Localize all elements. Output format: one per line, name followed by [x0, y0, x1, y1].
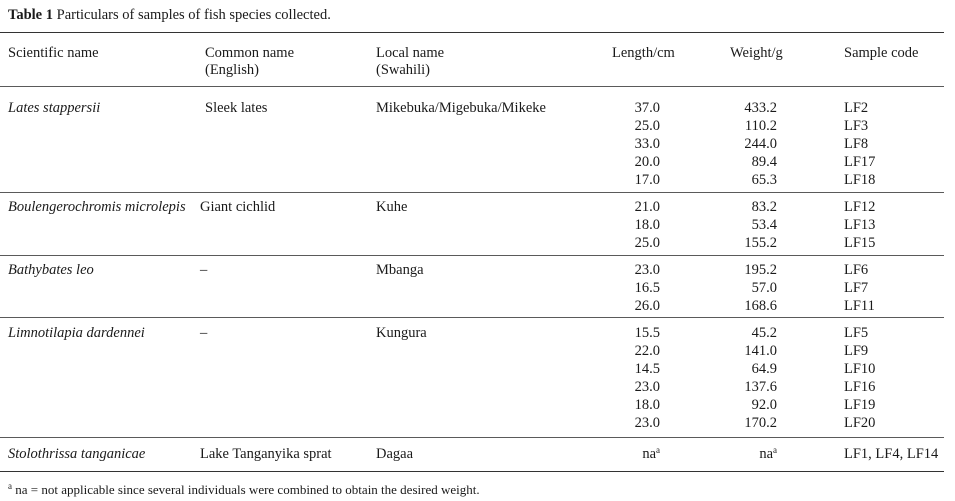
local-name: Dagaa	[376, 446, 414, 462]
length-value: 14.5	[634, 361, 660, 377]
weight-values	[720, 324, 777, 432]
top-rule	[0, 32, 944, 33]
weight-value: 45.2	[751, 325, 777, 341]
weight-value: 244.0	[744, 136, 777, 152]
common-name: –	[200, 262, 208, 278]
weight-value: $na^a$	[759, 445, 777, 462]
caption-text: Particulars of samples of fish species collected.	[56, 7, 331, 23]
length-values	[612, 198, 660, 252]
sample-codes	[844, 99, 875, 189]
header-rule	[0, 86, 944, 87]
sample-code: LF6	[844, 262, 869, 278]
table-footnote	[8, 482, 480, 498]
footnote-marker: a	[773, 445, 777, 455]
sample-code: LF20	[844, 415, 876, 431]
common-name: Sleek lates	[205, 100, 268, 116]
local-name: Kungura	[376, 325, 427, 341]
sample-code: LF13	[844, 217, 876, 233]
weight-values	[720, 261, 777, 315]
table-caption	[8, 7, 331, 24]
sample-code: LF3	[844, 118, 869, 134]
sample-code: LF9	[844, 343, 869, 359]
weight-value: 155.2	[744, 235, 777, 251]
length-value: 15.5	[634, 325, 660, 341]
header-local-name: Local name (Swahili)	[376, 45, 445, 78]
sample-code: LF11	[844, 298, 875, 314]
footnote-marker: a	[656, 445, 660, 455]
length-value: 17.0	[634, 172, 660, 188]
common-name: Giant cichlid	[200, 199, 276, 215]
local-name: Kuhe	[376, 199, 408, 215]
common-name: –	[200, 325, 208, 341]
group-divider	[0, 317, 944, 318]
length-values	[612, 261, 660, 315]
length-value: 26.0	[634, 298, 660, 314]
group-divider	[0, 437, 944, 438]
sample-codes	[844, 198, 875, 252]
weight-value: 65.3	[751, 172, 777, 188]
length-value: 20.0	[634, 154, 660, 170]
length-value: 33.0	[634, 136, 660, 152]
sample-code: LF2	[844, 100, 869, 116]
length-value: 23.0	[634, 415, 660, 431]
weight-value: 170.2	[744, 415, 777, 431]
common-name: Lake Tanganyika sprat	[200, 446, 332, 462]
scientific-name: Stolothrissa tanganicae	[8, 446, 146, 462]
weight-value: 83.2	[751, 199, 777, 215]
sample-code: LF10	[844, 361, 876, 377]
sample-codes	[844, 324, 875, 432]
weight-values	[720, 198, 777, 252]
scientific-name: Limnotilapia dardennei	[8, 325, 145, 341]
sample-code: LF1, LF4, LF14	[844, 446, 939, 462]
length-values	[612, 324, 660, 432]
bottom-rule	[0, 471, 944, 472]
weight-value: 89.4	[751, 154, 777, 170]
length-value: 18.0	[634, 217, 660, 233]
length-value: $na^a$	[642, 445, 660, 462]
weight-value: 195.2	[744, 262, 777, 278]
weight-value: 141.0	[744, 343, 777, 359]
scientific-name: Bathybates leo	[8, 262, 94, 278]
length-value: 22.0	[634, 343, 660, 359]
header-common-name: Common name (English)	[205, 45, 295, 78]
group-divider	[0, 255, 944, 256]
sample-code: LF8	[844, 136, 869, 152]
table-label: Table 1	[8, 7, 53, 23]
weight-value: 57.0	[751, 280, 777, 296]
weight-value: 168.6	[744, 298, 777, 314]
length-value: 21.0	[634, 199, 660, 215]
footnote-mark: a	[8, 481, 12, 491]
length-values	[612, 99, 660, 189]
length-value: 25.0	[634, 118, 660, 134]
length-value: 18.0	[634, 397, 660, 413]
local-name: Mbanga	[376, 262, 424, 278]
weight-value: 433.2	[744, 100, 777, 116]
scientific-name: Lates stappersii	[8, 100, 101, 116]
length-value: 25.0	[634, 235, 660, 251]
sample-code: LF19	[844, 397, 876, 413]
header-weight: Weight/g	[730, 45, 783, 61]
footnote-text: na = not applicable since several individuals were combined to obtain the desired weight.	[15, 482, 480, 497]
scientific-name: Boulengerochromis microlepis	[8, 199, 186, 215]
sample-code: LF15	[844, 235, 876, 251]
weight-value: 110.2	[744, 118, 777, 134]
length-value: 16.5	[634, 280, 660, 296]
weight-value: 92.0	[751, 397, 777, 413]
weight-value: 64.9	[751, 361, 777, 377]
weight-values	[720, 99, 777, 189]
sample-code: LF7	[844, 280, 869, 296]
header-sample-code: Sample code	[844, 45, 919, 61]
weight-value: 137.6	[744, 379, 777, 395]
length-value: 23.0	[634, 262, 660, 278]
sample-code: LF12	[844, 199, 876, 215]
header-scientific-name: Scientific name	[8, 45, 99, 61]
sample-code: LF17	[844, 154, 876, 170]
length-value: 37.0	[634, 100, 660, 116]
length-value: 23.0	[634, 379, 660, 395]
group-divider	[0, 192, 944, 193]
weight-value: 53.4	[751, 217, 777, 233]
sample-code: LF16	[844, 379, 876, 395]
sample-codes	[844, 261, 875, 315]
sample-code: LF18	[844, 172, 876, 188]
sample-code: LF5	[844, 325, 869, 341]
local-name: Mikebuka/Migebuka/Mikeke	[376, 100, 546, 116]
header-length: Length/cm	[612, 45, 675, 61]
